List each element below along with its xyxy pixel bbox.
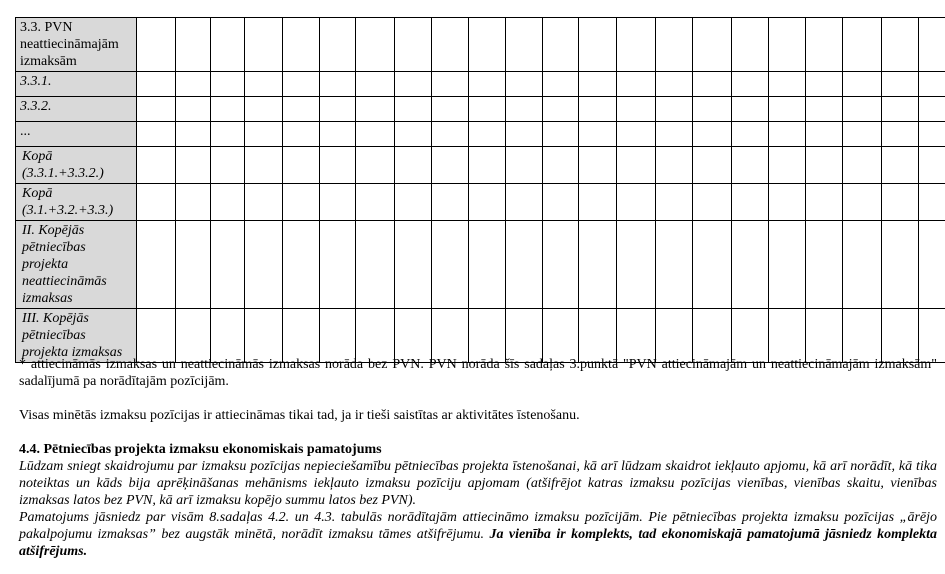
table-cell[interactable] [283,147,320,184]
table-cell[interactable] [395,309,432,363]
table-cell[interactable] [882,122,919,147]
table-cell[interactable] [882,18,919,72]
table-cell[interactable] [356,97,395,122]
table-row [16,18,945,72]
table-cell[interactable] [732,18,769,72]
table-cell[interactable] [356,122,395,147]
table-cell[interactable] [469,221,506,309]
table-cell[interactable] [211,72,245,97]
table-cell[interactable] [176,184,211,221]
row-label: II. Kopējās pētniecības projekta neattiecināmās izmaksas [16,221,137,309]
table-row [16,97,945,122]
table-cell[interactable] [245,309,283,363]
table-cell[interactable] [432,147,469,184]
row-label: Kopā (3.1.+3.2.+3.3.) [16,184,137,221]
table-cell[interactable] [693,97,732,122]
table-cell[interactable] [919,147,945,184]
table-cell[interactable] [617,97,656,122]
table-cell[interactable] [732,309,769,363]
table-cell[interactable] [919,18,945,72]
row-label: 3.3. PVN neattiecināmajām izmaksām [16,18,137,72]
table-cell[interactable] [506,97,543,122]
table-cell[interactable] [176,122,211,147]
note-block [19,407,937,424]
row-label: Kopā (3.3.1.+3.3.2.) [16,147,137,184]
table-cell[interactable] [656,309,693,363]
table-cell[interactable] [806,221,843,309]
table-cell[interactable] [469,309,506,363]
table-cell[interactable] [432,309,469,363]
table-cell[interactable] [617,122,656,147]
table-cell[interactable] [882,147,919,184]
table-cell[interactable] [395,72,432,97]
table-cell[interactable] [211,221,245,309]
table-cell[interactable] [320,221,356,309]
table-cell[interactable] [806,184,843,221]
table-cell[interactable] [283,122,320,147]
table-cell[interactable] [320,122,356,147]
table-cell[interactable] [919,97,945,122]
table-cell[interactable] [395,122,432,147]
table-cell[interactable] [543,72,579,97]
table-cell[interactable] [137,72,176,97]
row-label: 3.3.1. [16,72,137,97]
table-cell[interactable] [356,309,395,363]
table-cell[interactable] [693,18,732,72]
table-cell[interactable] [320,184,356,221]
table-cell[interactable] [211,97,245,122]
table-cell[interactable] [843,309,882,363]
table-cell[interactable] [176,147,211,184]
table-cell[interactable] [732,72,769,97]
table-cell[interactable] [283,309,320,363]
table-cell[interactable] [732,97,769,122]
footnote: * attiecināmās izmaksas un neattiecināmās izmaksas norāda bez PVN. PVN norāda šīs sadaļas 3.punktā "PVN attiecināmajām un neattiecināmajām izmaksām" sadalījumā pa norādītajām pozīcijām. [19,357,937,389]
table-cell[interactable] [806,72,843,97]
table-cell[interactable] [176,72,211,97]
table-cell[interactable] [843,122,882,147]
table-cell[interactable] [919,184,945,221]
table-cell[interactable] [579,309,617,363]
table-cell[interactable] [656,72,693,97]
table-cell[interactable] [806,97,843,122]
table-cell[interactable] [432,221,469,309]
table-cell[interactable] [356,147,395,184]
table-row [16,309,945,363]
table-cell[interactable] [656,184,693,221]
row-label: III. Kopējās pētniecības projekta izmaksas [16,309,137,363]
table-cell[interactable] [543,221,579,309]
table-cell[interactable] [245,122,283,147]
table-cell[interactable] [579,147,617,184]
table-cell[interactable] [843,221,882,309]
row-label: 3.3.2. [16,97,137,122]
table-cell[interactable] [137,309,176,363]
table-cell[interactable] [432,72,469,97]
table-cell[interactable] [543,97,579,122]
table-cell[interactable] [656,97,693,122]
table-cell[interactable] [543,184,579,221]
table-cell[interactable] [732,147,769,184]
table-cell[interactable] [769,72,806,97]
table-cell[interactable] [617,184,656,221]
table-cell[interactable] [882,221,919,309]
table-row [16,221,945,309]
table-cell[interactable] [283,221,320,309]
table-cell[interactable] [769,184,806,221]
table-cell[interactable] [283,97,320,122]
table-cell[interactable] [806,122,843,147]
table-cell[interactable] [320,147,356,184]
table-cell[interactable] [283,18,320,72]
table-cell[interactable] [543,147,579,184]
table-cell[interactable] [506,72,543,97]
table-cell[interactable] [395,97,432,122]
section-paragraph-2 [19,509,937,560]
table-cell[interactable] [137,147,176,184]
table-cell[interactable] [211,147,245,184]
table-cell[interactable] [506,309,543,363]
table-cell[interactable] [919,122,945,147]
table-cell[interactable] [506,147,543,184]
table-cell[interactable] [395,147,432,184]
table-cell[interactable] [769,147,806,184]
table-cell[interactable] [579,97,617,122]
table-cell[interactable] [882,184,919,221]
table-cell[interactable] [769,18,806,72]
section-paragraph-1: Lūdzam sniegt skaidrojumu par izmaksu pozīcijas nepieciešamību pētniecības projekta īstenošanai, kā arī lūdzam skaidrot iekļauto apjomu, kā arī norādīt, kā tika noteiktas un kāds bija aprēķināšanas mehānisms iekļauto izmaksu pozīciju apjomam (atšifrējot katras izmaksu pozīcijas vienības, vienības skaitu, vienības izmaksas latos bez PVN, kā arī izmaksu kopējo summu latos bez PVN). [19,459,937,508]
table-cell[interactable] [919,72,945,97]
table-cell[interactable] [137,122,176,147]
table-cell[interactable] [506,221,543,309]
table-cell[interactable] [843,97,882,122]
table-cell[interactable] [356,184,395,221]
table-cell[interactable] [732,184,769,221]
table-cell[interactable] [843,184,882,221]
table-cell[interactable] [469,97,506,122]
section-heading: 4.4. Pētniecības projekta izmaksu ekonomiskais pamatojums [19,442,382,457]
table-cell[interactable] [320,97,356,122]
table-cell[interactable] [919,309,945,363]
table-cell[interactable] [919,221,945,309]
table-cell[interactable] [432,184,469,221]
table-cell[interactable] [211,122,245,147]
table-cell[interactable] [506,122,543,147]
table-cell[interactable] [432,122,469,147]
table-cell[interactable] [137,221,176,309]
table-cell[interactable] [843,72,882,97]
table-cell[interactable] [693,221,732,309]
table-cell[interactable] [137,97,176,122]
table-cell[interactable] [320,18,356,72]
table-cell[interactable] [245,221,283,309]
table-cell[interactable] [543,122,579,147]
table-cell[interactable] [245,97,283,122]
table-cell[interactable] [137,18,176,72]
table-cell[interactable] [469,184,506,221]
table-cell[interactable] [617,72,656,97]
table-cell[interactable] [843,18,882,72]
table-cell[interactable] [211,184,245,221]
table-cell[interactable] [469,122,506,147]
table-cell[interactable] [469,18,506,72]
table-cell[interactable] [245,72,283,97]
cost-table [15,17,945,363]
table-row [16,122,945,147]
table-cell[interactable] [617,221,656,309]
table-cell[interactable] [693,122,732,147]
section-paragraph-2-text: Pamatojums jāsniedz par visām 8.sadaļas 4.2. un 4.3. tabulās norādītajām attiecināmo izmaksu pozīcijām. Pie pētniecības projekta izmaksu pozīcijas „ārējo pakalpojumu izmaksas” bez augstāk minētā, norādīt izmaksu tāmes atšifrējumu. [19,510,937,542]
table-cell[interactable] [432,97,469,122]
table-cell[interactable] [579,184,617,221]
table-cell[interactable] [656,122,693,147]
table-cell[interactable] [506,18,543,72]
table-cell[interactable] [579,122,617,147]
table-cell[interactable] [693,147,732,184]
table-cell[interactable] [506,184,543,221]
table-cell[interactable] [543,309,579,363]
note: Visas minētās izmaksu pozīcijas ir attiecināmas tikai tad, ja ir tieši saistītas ar aktivitātes īstenošanu. [19,408,580,423]
table-cell[interactable] [395,184,432,221]
table-row [16,147,945,184]
table-cell[interactable] [806,18,843,72]
table-cell[interactable] [693,72,732,97]
table-cell[interactable] [211,18,245,72]
table-cell[interactable] [769,221,806,309]
table-row [16,72,945,97]
section-4-4 [19,441,937,560]
table-cell[interactable] [806,147,843,184]
table-cell[interactable] [432,18,469,72]
table-cell[interactable] [543,18,579,72]
table-cell[interactable] [882,97,919,122]
table-cell[interactable] [656,18,693,72]
table-cell[interactable] [176,18,211,72]
table-cell[interactable] [245,147,283,184]
table-cell[interactable] [469,147,506,184]
table-cell[interactable] [283,72,320,97]
table-cell[interactable] [843,147,882,184]
section-paragraph-2-bold: Ja vienība ir komplekts, tad ekonomiskajā pamatojumā jāsniedz komplekta atšifrējums. [19,527,937,559]
table-cell[interactable] [579,72,617,97]
table-cell[interactable] [656,221,693,309]
table-cell[interactable] [693,309,732,363]
table-cell[interactable] [137,184,176,221]
table-cell[interactable] [617,18,656,72]
table-cell[interactable] [469,72,506,97]
table-cell[interactable] [732,221,769,309]
table-cell[interactable] [395,18,432,72]
table-cell[interactable] [320,309,356,363]
table-cell[interactable] [356,221,395,309]
table-cell[interactable] [882,309,919,363]
table-cell[interactable] [769,122,806,147]
table-cell[interactable] [617,309,656,363]
table-cell[interactable] [882,72,919,97]
table-cell[interactable] [356,72,395,97]
table-cell[interactable] [395,221,432,309]
footnote-block [19,356,937,390]
table-cell[interactable] [769,309,806,363]
table-cell[interactable] [579,18,617,72]
table-cell[interactable] [320,72,356,97]
table-cell[interactable] [245,18,283,72]
row-label: ... [16,122,137,147]
table-cell[interactable] [211,309,245,363]
table-cell[interactable] [176,309,211,363]
table-cell[interactable] [579,221,617,309]
table-row [16,184,945,221]
table-cell[interactable] [656,147,693,184]
table-cell[interactable] [806,309,843,363]
table-cell[interactable] [176,221,211,309]
table-cell[interactable] [356,18,395,72]
table-cell[interactable] [769,97,806,122]
table-cell[interactable] [283,184,320,221]
table-cell[interactable] [732,122,769,147]
table-cell[interactable] [693,184,732,221]
table-cell[interactable] [176,97,211,122]
table-cell[interactable] [245,184,283,221]
table-cell[interactable] [617,147,656,184]
